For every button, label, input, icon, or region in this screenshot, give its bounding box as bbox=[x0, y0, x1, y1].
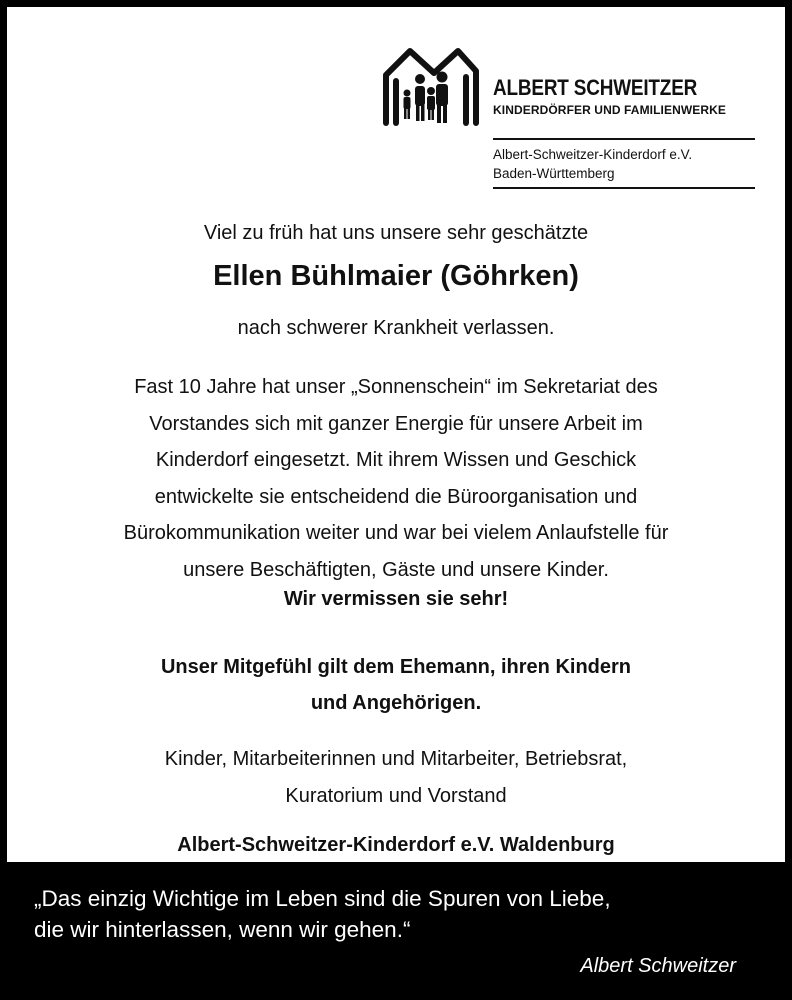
logo-block bbox=[380, 43, 760, 193]
miss-you-line: Wir vermissen sie sehr! bbox=[283, 588, 509, 610]
regional-org-name: Albert-Schweitzer-Kinderdorf e.V. bbox=[493, 147, 693, 162]
quote-line: die wir hinterlassen, wenn wir gehen.“ bbox=[34, 917, 411, 942]
deceased-name: Ellen Bühlmaier (Göhrken) bbox=[213, 260, 579, 292]
divider bbox=[493, 187, 755, 189]
obituary-card bbox=[7, 7, 785, 862]
sympathy-line: Unser Mitgefühl gilt dem Ehemann, ihren Kindern bbox=[160, 656, 632, 678]
sympathy-block bbox=[0, 649, 792, 721]
brand-name: ALBERT SCHWEITZER bbox=[493, 75, 698, 100]
tribute-line: Kinderdorf eingesetzt. Mit ihrem Wissen und Geschick bbox=[155, 449, 637, 472]
tribute-line: entwickelte sie entscheidend die Büroorganisation und bbox=[154, 485, 638, 508]
tribute-line: unsere Beschäftigten, Gäste und unsere Kinder. bbox=[183, 558, 609, 581]
tribute-paragraph bbox=[0, 369, 792, 589]
signatories-line: Kinder, Mitarbeiterinnen und Mitarbeiter, Betriebsrat, bbox=[164, 748, 628, 770]
quote-block bbox=[34, 883, 611, 945]
tribute-line: Vorstandes sich mit ganzer Energie für unsere Arbeit im bbox=[149, 412, 643, 435]
tribute-line: Fast 10 Jahre hat unser „Sonnenschein“ im Sekretariat des bbox=[134, 376, 658, 398]
regional-org-region: Baden-Württemberg bbox=[493, 166, 615, 181]
passed-away-line: nach schwerer Krankheit verlassen. bbox=[237, 317, 555, 339]
organization-signature: Albert-Schweitzer-Kinderdorf e.V. Waldenburg bbox=[177, 834, 615, 856]
quote-author: Albert Schweitzer bbox=[580, 955, 736, 977]
divider bbox=[493, 138, 755, 140]
signatories-line: Kuratorium und Vorstand bbox=[285, 785, 507, 807]
sympathy-line: und Angehörigen. bbox=[310, 692, 482, 714]
quote-line: „Das einzig Wichtige im Leben sind die Spuren von Liebe, bbox=[34, 886, 611, 911]
signatories-block bbox=[0, 741, 792, 815]
brand-subtitle: KINDERDÖRFER UND FAMILIENWERKE bbox=[493, 103, 726, 117]
intro-line: Viel zu früh hat uns unsere sehr geschätzte bbox=[203, 222, 589, 244]
tribute-line: Bürokommunikation weiter und war bei vielem Anlaufstelle für bbox=[123, 522, 669, 545]
house-family-logo-icon bbox=[380, 45, 480, 127]
